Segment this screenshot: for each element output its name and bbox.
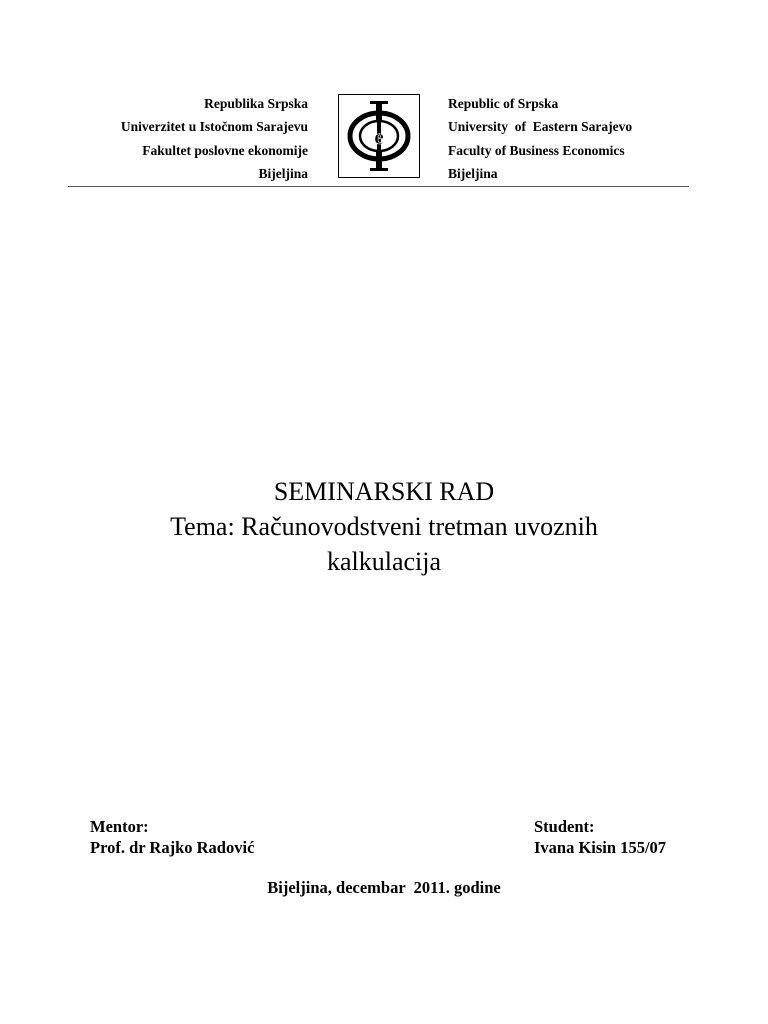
header-right-line-1: Republic of Srpska xyxy=(448,96,559,111)
mentor-label: Mentor: xyxy=(90,817,149,836)
header-right-line-4: Bijeljina xyxy=(448,165,498,181)
title-line-3: kalkulacija xyxy=(326,547,442,576)
header-left-line-1: Republika Srpska xyxy=(204,96,308,111)
title-line-1: SEMINARSKI RAD xyxy=(273,477,495,506)
student-name: Ivana Kisin 155/07 xyxy=(534,838,667,857)
header-right-line-3: Faculty of Business Economics xyxy=(448,142,625,158)
header-left-line-4: Bijeljina xyxy=(258,165,308,181)
mentor-name: Prof. dr Rajko Radović xyxy=(90,838,255,857)
faculty-emblem-icon xyxy=(338,94,420,178)
emblem-bottom-serif xyxy=(370,168,388,171)
header-left-block xyxy=(121,92,308,185)
title-line-2: Tema: Računovodstveni tretman uvoznih xyxy=(170,512,598,541)
student-block xyxy=(534,816,666,858)
header-right-block xyxy=(448,92,632,185)
emblem-top-serif xyxy=(370,101,388,104)
header-left-line-3: Fakultet poslovne ekonomije xyxy=(142,142,308,158)
mentor-block xyxy=(90,816,254,858)
emblem-letter: e xyxy=(374,124,384,149)
header-right-line-2: University of Eastern Sarajevo xyxy=(448,119,633,135)
header-left-line-2: Univerzitet u Istočnom Sarajevu xyxy=(120,119,308,135)
faculty-emblem-graphic xyxy=(339,95,419,177)
student-label: Student: xyxy=(534,817,595,836)
header-divider xyxy=(68,186,689,187)
document-title xyxy=(0,474,768,579)
place-and-date: Bijeljina, decembar 2011. godine xyxy=(267,878,501,897)
